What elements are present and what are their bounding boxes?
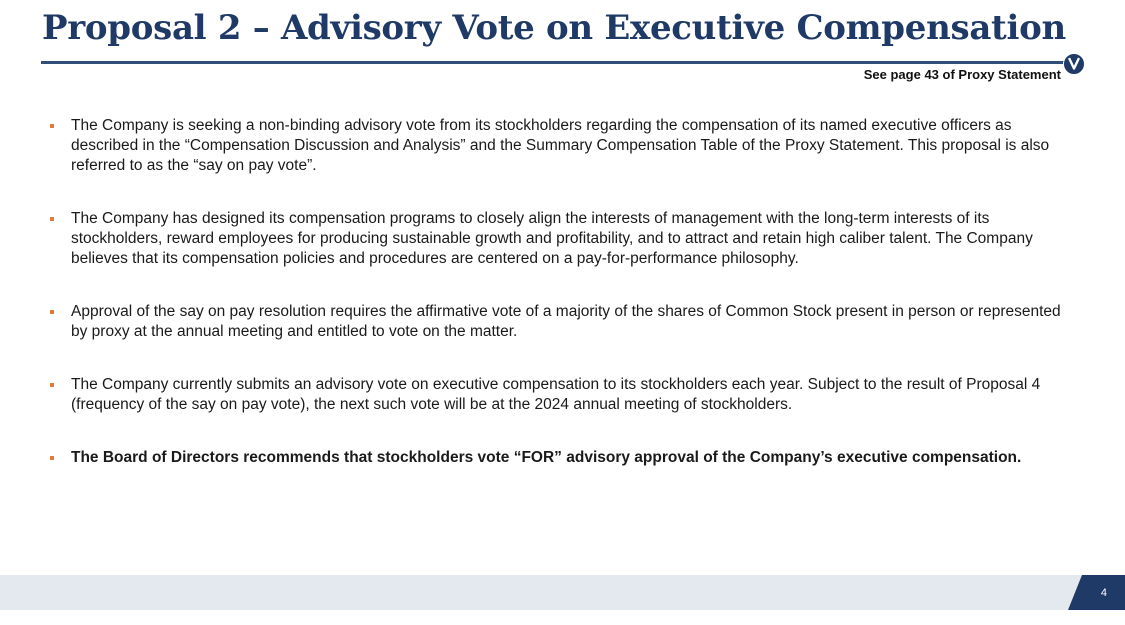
page-number-tab — [1068, 575, 1125, 610]
bullet-text: The Board of Directors recommends that stockholders vote “FOR” advisory approval of the Company’s executive compensation. — [71, 449, 1022, 466]
bullet-marker-icon — [50, 456, 54, 460]
title-divider — [41, 61, 1069, 64]
page-number: 4 — [1100, 587, 1107, 599]
footer-band — [0, 575, 1125, 610]
bullet-marker-icon — [50, 383, 54, 387]
bullet-text: The Company currently submits an advisory vote on executive compensation to its stockholders each year. Subject to the result of Proposal 4 (frequency of the say on pay vote), the next such vote will be at the 2024 annual meeting of stockholders. — [71, 376, 1041, 413]
bullet-item-board-recommendation — [50, 448, 1080, 468]
bullet-item-say-on-pay — [50, 116, 1080, 176]
bullet-list — [50, 116, 1080, 468]
bullet-text: The Company has designed its compensation programs to closely align the interests of management with the long-term interests of its stockholders, reward employees for producing sustainable growth and profitability, and to attract and retain high caliber talent. The Company believes that its compensation policies and procedures are centered on a pay-for-performance philosophy. — [71, 210, 1033, 267]
bullet-marker-icon — [50, 217, 54, 221]
slide-title: Proposal 2 – Advisory Vote on Executive Compensation — [42, 8, 1066, 48]
bullet-item-compensation-programs — [50, 209, 1080, 269]
bullet-text: Approval of the say on pay resolution requires the affirmative vote of a majority of the shares of Common Stock present in person or represented by proxy at the annual meeting and entitled to vote on the matter. — [71, 303, 1061, 340]
v-logo-icon — [1063, 53, 1085, 75]
bullet-item-vote-frequency — [50, 375, 1080, 415]
bullet-item-approval-requirement — [50, 302, 1080, 342]
bullet-text: The Company is seeking a non-binding advisory vote from its stockholders regarding the compensation of its named executive officers as described in the “Compensation Discussion and Analysis” and the Summary Compensation Table of the Proxy Statement. This proposal is also referred to as the “say on pay vote”. — [71, 117, 1050, 174]
page-reference: See page 43 of Proxy Statement — [863, 67, 1061, 82]
bullet-marker-icon — [50, 310, 54, 314]
bullet-marker-icon — [50, 124, 54, 128]
